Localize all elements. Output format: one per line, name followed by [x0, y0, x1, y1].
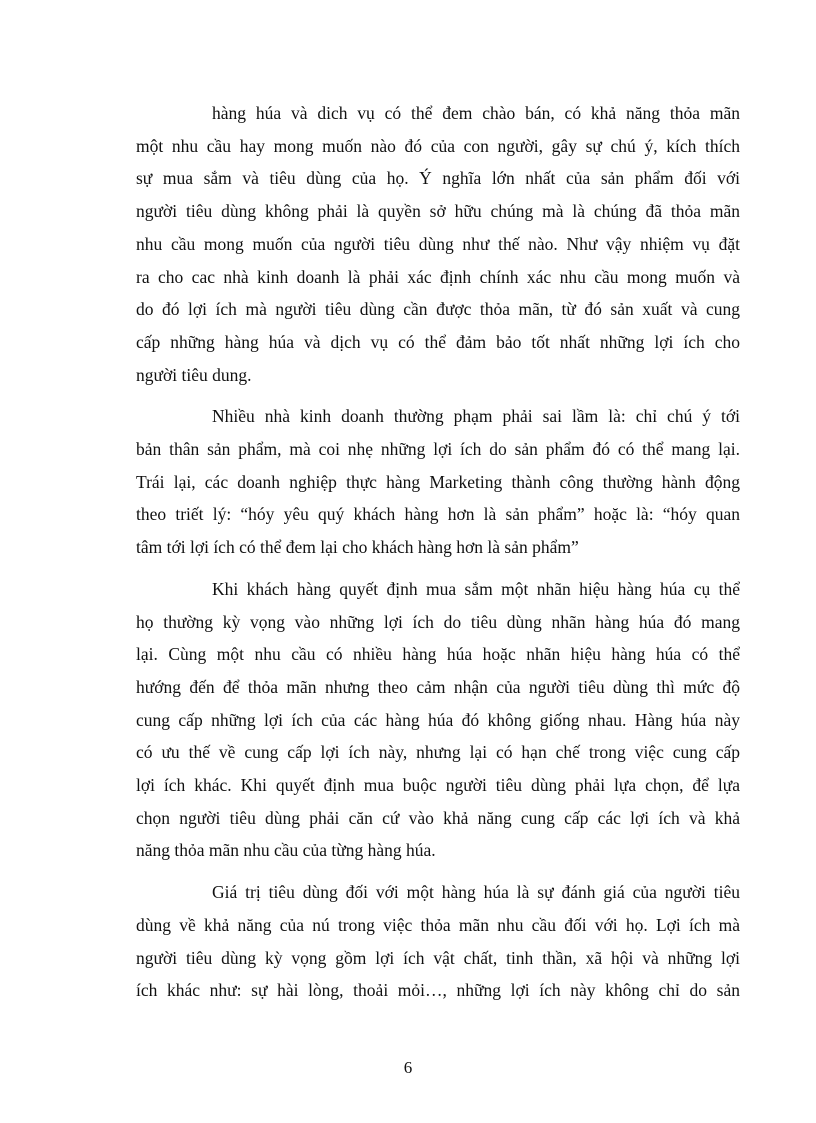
text-line: Giá trị tiêu dùng đối với một hàng húa là sự đánh giá của người tiêu	[212, 882, 740, 903]
paragraph-gap	[136, 391, 740, 400]
text-line: một nhu cầu hay mong muốn nào đó của con người, gây sự chú ý, kích thích	[136, 135, 740, 156]
text-line: bản thân sản phẩm, mà coi nhẹ những lợi ích do sản phẩm đó có thể mang lại.	[136, 439, 740, 460]
text-line: dùng về khả năng của nú trong việc thỏa mãn nhu cầu đối với họ. Lợi ích mà	[136, 914, 740, 935]
text-line: người tiêu dùng không phải là quyền sở hữu chúng mà là chúng đã thỏa mãn	[136, 201, 740, 222]
paragraph	[136, 573, 740, 867]
page-number: 6	[403, 1058, 413, 1077]
text-line: Khi khách hàng quyết định mua sắm một nhãn hiệu hàng húa cụ thể	[212, 578, 740, 599]
text-line: do đó lợi ích mà người tiêu dùng cần được thỏa mãn, từ đó sản xuất và cung	[136, 299, 740, 320]
text-line: hướng đến để thỏa mãn nhưng theo cảm nhận của người tiêu dùng thì mức độ	[136, 676, 740, 697]
text-line: Nhiều nhà kinh doanh thường phạm phải sai lầm là: chỉ chú ý tới	[212, 406, 740, 427]
paragraph	[136, 876, 740, 1007]
text-line: lợi ích khác. Khi quyết định mua buộc người tiêu dùng phải lựa chọn, để lựa	[136, 775, 740, 796]
text-line: ích khác như: sự hài lòng, thoải mỏi…, những lợi ích này không chỉ do sản	[136, 980, 740, 1001]
text-line: cấp những hàng húa và dịch vụ có thể đảm bảo tốt nhất những lợi ích cho	[136, 331, 740, 352]
text-line: ra cho cac nhà kinh doanh là phải xác định chính xác nhu cầu mong muốn và	[136, 266, 740, 287]
text-line: lại. Cùng một nhu cầu có nhiều hàng húa hoặc nhãn hiệu hàng húa có thể	[136, 644, 740, 665]
paragraph-gap	[136, 564, 740, 573]
text-line: chọn người tiêu dùng phải căn cứ vào khả năng cung cấp các lợi ích và khả	[136, 807, 740, 828]
paragraph	[136, 400, 740, 564]
text-line: người tiêu dung.	[136, 364, 252, 385]
text-line: hàng húa và dich vụ có thể đem chào bán, có khả năng thỏa mãn	[212, 103, 740, 123]
text-line: tâm tới lợi ích có thể đem lại cho khách hàng hơn là sản phẩm”	[136, 537, 579, 558]
paragraph	[136, 97, 740, 391]
text-line: nhu cầu mong muốn của người tiêu dùng như thế nào. Như vậy nhiệm vụ đặt	[136, 233, 740, 254]
text-line: theo triết lý: “hóy yêu quý khách hàng hơn là sản phẩm” hoặc là: “hóy quan	[136, 504, 740, 525]
body-text	[136, 97, 740, 1007]
text-line: sự mua sắm và tiêu dùng của họ. Ý nghĩa lớn nhất của sản phẩm đối với	[136, 168, 740, 189]
text-line: có ưu thế về cung cấp lợi ích này, nhưng lại có hạn chế trong việc cung cấp	[136, 742, 740, 763]
paragraph-gap	[136, 867, 740, 876]
text-line: người tiêu dùng kỳ vọng gồm lợi ích vật chất, tinh thần, xã hội và những lợi	[136, 947, 740, 968]
text-line: Trái lại, các doanh nghiệp thực hàng Marketing thành công thường hành động	[136, 471, 740, 492]
text-line: cung cấp những lợi ích của các hàng húa đó không giống nhau. Hàng húa này	[136, 709, 740, 730]
text-line: năng thỏa mãn nhu cầu của từng hàng húa.	[136, 840, 436, 861]
text-line: họ thường kỳ vọng vào những lợi ích do tiêu dùng nhãn hàng húa đó mang	[136, 611, 740, 632]
